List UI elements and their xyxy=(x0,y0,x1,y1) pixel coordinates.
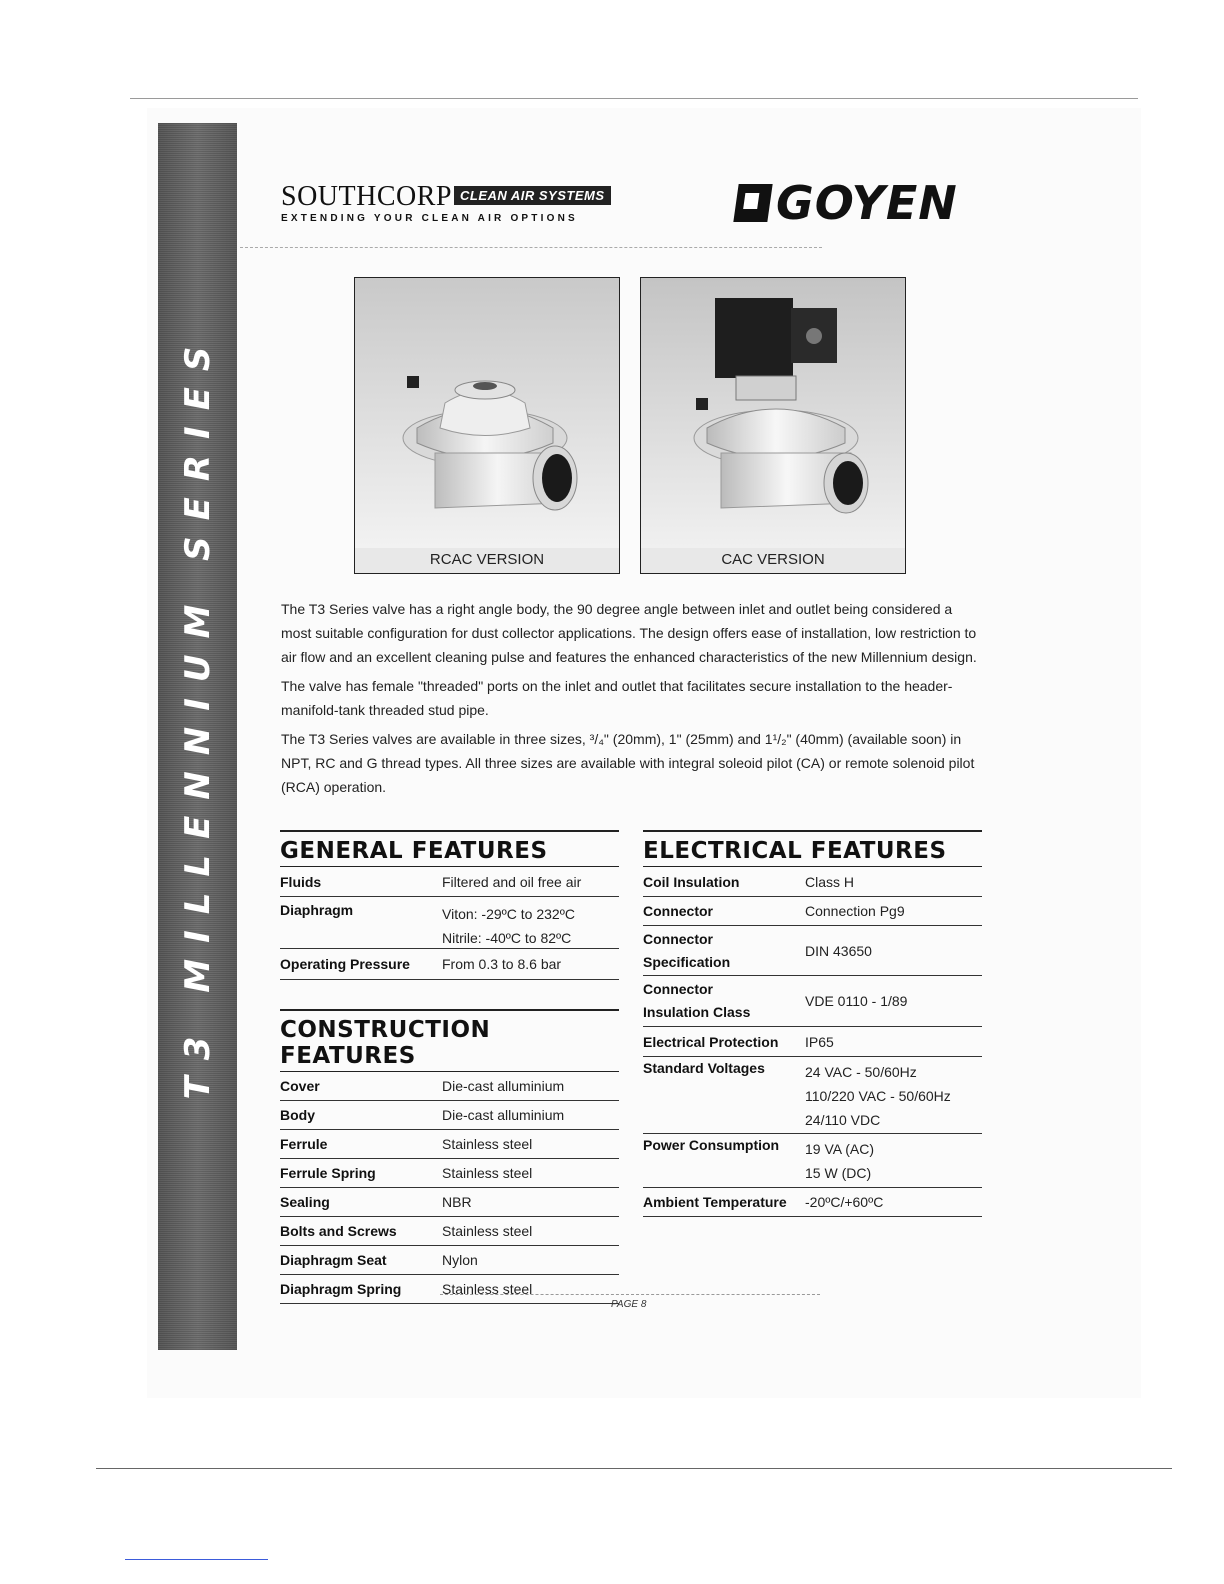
tagline: EXTENDING YOUR CLEAN AIR OPTIONS xyxy=(281,213,578,224)
goyen-logo: GOYEN xyxy=(736,176,958,230)
table-row: Power Consumption 19 VA (AC) 15 W (DC) xyxy=(643,1134,982,1188)
footnote-separator xyxy=(125,1559,268,1560)
photo-caption: CAC VERSION xyxy=(721,551,825,568)
table-row: Ferrule Spring Stainless steel xyxy=(280,1159,619,1188)
table-row: Sealing NBR xyxy=(280,1188,619,1217)
table-row: Ferrule Stainless steel xyxy=(280,1130,619,1159)
header-divider xyxy=(240,247,822,248)
footer-divider xyxy=(440,1294,820,1295)
table-row: Fluids Filtered and oil free air xyxy=(280,867,619,897)
section-title: GENERAL FEATURES xyxy=(280,832,619,867)
top-rule xyxy=(130,98,1138,99)
description xyxy=(281,597,985,804)
description-paragraph: The T3 Series valves are available in three sizes, ³/₄" (20mm), 1" (25mm) and 1¹/₂" (40mm) (available soon) in NPT, RC and G thread types. All three sizes are available with integral soleoid pilot (CA) or remote solenoid pilot (RCA) operation. xyxy=(281,731,975,795)
table-row: Connector Insulation Class VDE 0110 - 1/89 xyxy=(643,976,982,1027)
table-row: Diaphragm Seat Nylon xyxy=(280,1246,619,1275)
valve-rcac-image xyxy=(355,278,619,548)
section-title: CONSTRUCTION FEATURES xyxy=(280,1011,619,1072)
table-row: Connector Connection Pg9 xyxy=(643,897,982,926)
valve-cac-image xyxy=(641,278,905,548)
section-title: ELECTRICAL FEATURES xyxy=(643,832,982,867)
description-paragraph: The T3 Series valve has a right angle body, the 90 degree angle between inlet and outlet being considered a most suitable configuration for dust collector applications. The design offers ease of installation, low restriction to air flow and an excellent cleaning pulse and features the enhanced characteristics of the new Millennium design. xyxy=(281,601,977,665)
photo-cac-version xyxy=(640,277,906,574)
table-row: Electrical Protection IP65 xyxy=(643,1027,982,1057)
bottom-rule xyxy=(96,1468,1172,1469)
general-features-table xyxy=(280,830,619,980)
southcorp-logo: SOUTHCORP CLEAN AIR SYSTEMS xyxy=(281,181,611,213)
table-row: Connector Specification DIN 43650 xyxy=(643,926,982,976)
table-row: Cover Die-cast alluminium xyxy=(280,1072,619,1101)
table-row: Operating Pressure From 0.3 to 8.6 bar xyxy=(280,949,619,980)
photo-caption: RCAC VERSION xyxy=(429,551,545,568)
photo-rcac-version xyxy=(354,277,620,574)
table-row: Diaphragm Spring Stainless steel xyxy=(280,1275,619,1304)
table-row: Body Die-cast alluminium xyxy=(280,1101,619,1130)
electrical-features-table xyxy=(643,830,982,1217)
construction-features-table xyxy=(280,1009,619,1304)
goyen-mark-icon xyxy=(733,184,772,222)
table-row: Diaphragm Viton: -29ºC to 232ºC Nitrile: -40ºC to 82ºC xyxy=(280,897,619,949)
table-row: Ambient Temperature -20ºC/+60ºC xyxy=(643,1188,982,1217)
page-number: PAGE 8 xyxy=(611,1299,647,1310)
table-row: Standard Voltages 24 VAC - 50/60Hz 110/220 VAC - 50/60Hz 24/110 VDC xyxy=(643,1057,982,1134)
clean-air-badge: CLEAN AIR SYSTEMS xyxy=(454,186,611,205)
table-row: Coil Insulation Class H xyxy=(643,867,982,897)
table-row: Bolts and Screws Stainless steel xyxy=(280,1217,619,1246)
description-paragraph: The valve has female "threaded" ports on the inlet and outlet that facilitates secure installation to the header-manifold-tank threaded stud pipe. xyxy=(281,678,953,718)
